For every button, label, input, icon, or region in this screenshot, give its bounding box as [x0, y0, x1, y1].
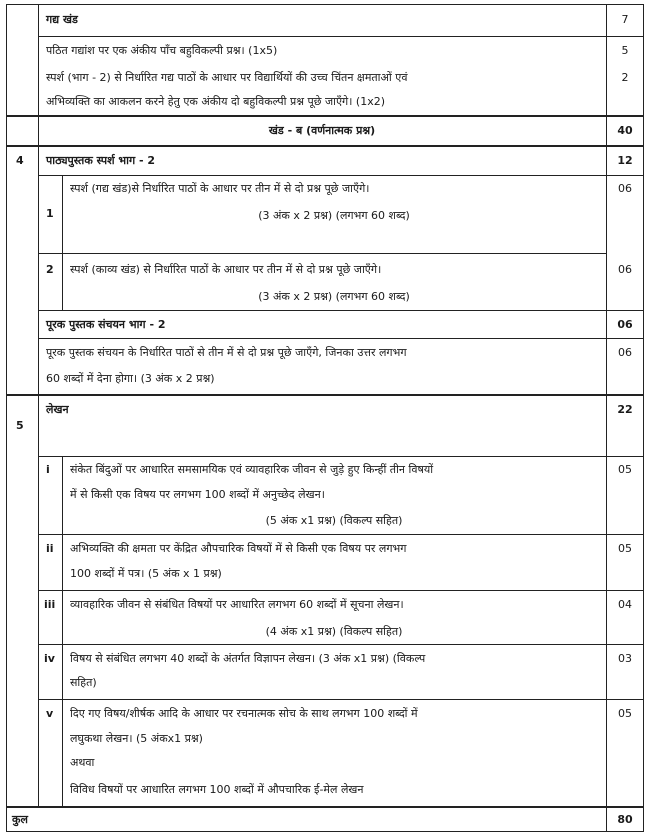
text-line: में से किसी एक विषय पर लगभग 100 शब्दों में अनुच्छेद लेखन।	[70, 488, 325, 501]
question-marks: 22	[617, 403, 633, 416]
row-divider	[38, 338, 644, 339]
text-line: विविध विषयों पर आधारित लगभग 100 शब्दों में औपचारिक ई-मेल लेखन	[70, 783, 364, 796]
sub-number: v	[46, 707, 54, 720]
line-marks: 04	[618, 598, 632, 611]
section-title: पूरक पुस्तक संचयन भाग - 2	[46, 318, 166, 331]
section-title: गद्य खंड	[46, 13, 78, 26]
line-marks: 06	[618, 346, 632, 359]
total-label: कुल	[12, 813, 28, 826]
sub-number: 1	[46, 207, 54, 220]
line-marks: 05	[618, 463, 632, 476]
text-line: दिए गए विषय/शीर्षक आदि के आधार पर रचनात्मक सोच के साथ लगभग 100 शब्दों में	[70, 707, 418, 720]
text-line: (4 अंक x1 प्रश्न) (विकल्प सहित)	[265, 625, 403, 638]
row-divider	[38, 534, 644, 535]
row-divider	[38, 644, 644, 645]
text-line: स्पर्श (भाग - 2) से निर्धारित गद्य पाठों के आधार पर विद्यार्थियों की उच्च चिंतन क्षमताओं एवं	[46, 71, 408, 84]
sub-number: i	[46, 463, 50, 476]
text-line: 100 शब्दों में पत्र। (5 अंक x 1 प्रश्न)	[70, 567, 222, 580]
row-divider	[38, 253, 606, 254]
row-divider	[38, 699, 644, 700]
line-marks: 5	[621, 44, 629, 57]
text-line: पूरक पुस्तक संचयन के निर्धारित पाठों से तीन में से दो प्रश्न पूछे जाएँगे, जिनका उत्तर लगभग	[46, 346, 407, 359]
question-title: लेखन	[46, 403, 69, 416]
text-line: अभिव्यक्ति की क्षमता पर केंद्रित औपचारिक विषयों में से किसी एक विषय पर लगभग	[70, 542, 407, 555]
text-line: सहित)	[70, 676, 97, 689]
text-line: (5 अंक x1 प्रश्न) (विकल्प सहित)	[265, 514, 403, 527]
question-number: 4	[16, 154, 24, 167]
sub-number: iv	[44, 652, 55, 665]
text-line: लघुकथा लेखन। (5 अंकx1 प्रश्न)	[70, 732, 203, 745]
line-marks: 05	[618, 542, 632, 555]
question-title: पाठ्यपुस्तक स्पर्श भाग - 2	[46, 154, 156, 167]
text-line: अभिव्यक्ति का आकलन करने हेतु एक अंकीय दो बहुविकल्पी प्रश्न पूछे जाएँगे। (1x2)	[46, 95, 386, 108]
text-line: पठित गद्यांश पर एक अंकीय पाँच बहुविकल्पी प्रश्न। (1x5)	[46, 44, 278, 57]
text-line: विषय से संबंधित लगभग 40 शब्दों के अंतर्गत विज्ञापन लेखन। (3 अंक x1 प्रश्न) (विकल्प	[70, 652, 426, 665]
line-marks: 06	[618, 182, 632, 195]
text-line: स्पर्श (काव्य खंड) से निर्धारित पाठों के आधार पर तीन में से दो प्रश्न पूछे जाएँगे।	[70, 263, 382, 276]
sub-number: ii	[46, 542, 54, 555]
text-line: अथवा	[70, 756, 95, 769]
section-marks: 7	[621, 13, 629, 26]
row-divider	[38, 456, 644, 457]
sub-number: iii	[44, 598, 56, 611]
line-marks: 03	[618, 652, 632, 665]
row-divider	[6, 806, 644, 808]
section-title: खंड - ब (वर्णनात्मक प्रश्न)	[268, 124, 376, 137]
section-marks: 06	[617, 318, 633, 331]
row-divider	[38, 590, 644, 591]
row-divider	[6, 115, 644, 117]
text-line: व्यावहारिक जीवन से संबंधित विषयों पर आधारित लगभग 60 शब्दों में सूचना लेखन।	[70, 598, 404, 611]
row-divider	[38, 310, 644, 311]
line-marks: 05	[618, 707, 632, 720]
text-line: 60 शब्दों में देना होगा। (3 अंक x 2 प्रश्न)	[46, 372, 215, 385]
text-line: (3 अंक x 2 प्रश्न) (लगभग 60 शब्द)	[258, 209, 410, 222]
text-line: (3 अंक x 2 प्रश्न) (लगभग 60 शब्द)	[258, 290, 410, 303]
line-marks: 2	[621, 71, 629, 84]
row-divider	[6, 145, 644, 147]
question-marks: 12	[617, 154, 633, 167]
sub-number: 2	[46, 263, 54, 276]
text-line: स्पर्श (गद्य खंड)से निर्धारित पाठों के आधार पर तीन में से दो प्रश्न पूछे जाएँगे।	[70, 182, 370, 195]
text-line: संकेत बिंदुओं पर आधारित समसामयिक एवं व्यावहारिक जीवन से जुड़े हुए किन्हीं तीन विषयों	[70, 463, 434, 476]
section-marks: 40	[617, 124, 633, 137]
row-divider	[38, 175, 644, 176]
row-divider	[6, 394, 644, 396]
line-marks: 06	[618, 263, 632, 276]
row-divider	[38, 36, 644, 37]
question-number: 5	[16, 419, 24, 432]
total-marks: 80	[617, 813, 633, 826]
